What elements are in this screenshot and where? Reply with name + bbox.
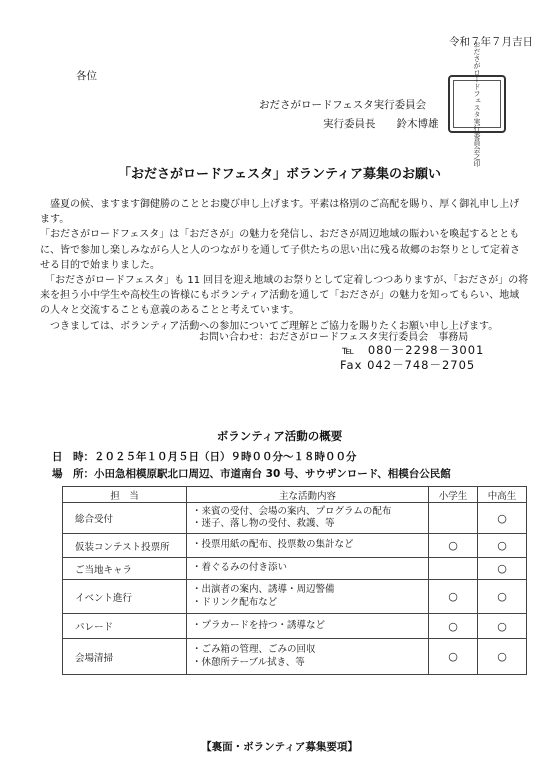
elementary-mark: ○ (429, 534, 478, 558)
activity-line: ・ごみ箱の管理、ごみの回収 (192, 644, 316, 655)
role-cell: 会場清掃 (63, 639, 187, 675)
paragraph-purpose: 「おださがロードフェスタ」は「おださが」の魅力を発信し、おださが周辺地域の賑わいを喚起するとともに、皆で参加し楽しみながら人と人のつながりを通して子供たちの思い出に残る故郷のお祭りとして定着させる目的で始まりました。 (40, 229, 520, 271)
addressee: 各位 (76, 70, 97, 82)
activity-line: ・休憩所テーブル拭き、等 (192, 656, 305, 668)
event-venue: 場 所：小田急相模原駅北口周辺、市道南台 30 号、サウザンロード、相模台公民館 (52, 468, 451, 480)
role-cell: パレード (63, 614, 187, 639)
activities-cell (187, 639, 429, 675)
document-title: 「おださがロードフェスタ」ボランティア募集のお願い (118, 167, 441, 182)
activity-line: ・着ぐるみの付き添い (192, 562, 288, 574)
activities-cell (187, 580, 429, 614)
elementary-mark (429, 558, 478, 580)
elementary-mark: ○ (429, 614, 478, 639)
official-seal-stamp (448, 41, 506, 167)
document-date: 令和７年７月吉日 (449, 36, 533, 48)
header-secondary: 中高生 (478, 487, 527, 503)
fax-number: Fax 042－748－2705 (340, 358, 476, 372)
activity-line: ・プラカードを持つ・誘導など (192, 619, 326, 631)
role-cell: イベント進行 (63, 580, 187, 614)
elementary-mark (429, 503, 478, 534)
secondary-mark: ○ (478, 558, 527, 580)
section-title: ボランティア活動の概要 (216, 429, 343, 443)
activities-table (62, 486, 527, 675)
table-row (63, 534, 527, 558)
contact-line: お問い合わせ：おださがロードフェスタ実行委員会 事務局 (199, 332, 469, 343)
telephone-number: ℡ 080－2298－3001 (342, 343, 485, 357)
secondary-mark: ○ (478, 580, 527, 614)
paragraph-greeting: 盛夏の候、ますます御健勝のこととお慶び申し上げます。平素は格別のご高配を賜り、厚く御礼申し上げます。 (40, 199, 520, 226)
table-row (63, 580, 527, 614)
table-row (63, 639, 527, 675)
activities-cell (187, 558, 429, 580)
elementary-mark: ○ (429, 639, 478, 675)
header-elementary: 小学生 (429, 487, 478, 503)
paragraph-background: 「おださがロードフェスタ」も 11 回目を迎え地域のお祭りとして定着しつつありますが、「おださが」の将来を担う小中学生や高校生の皆様にもボランティア活動を通して「おださが」の魅力を知ってもらい、地域の人々と交流することも意義のあることと考えています。 (40, 275, 529, 317)
activity-line: ・投票用紙の配布、投票数の集計など (192, 539, 354, 551)
elementary-mark: ○ (429, 580, 478, 614)
secondary-mark: ○ (478, 614, 527, 639)
paragraph-request: つきましては、ボランティア活動への参加についてご理解とご協力を賜りたくお願い申し上げます。 (40, 320, 499, 332)
activity-line: ・出演者の案内、誘導・周辺警備 (192, 584, 335, 595)
secondary-mark: ○ (478, 534, 527, 558)
header-role: 担 当 (63, 487, 187, 503)
letter-body (40, 197, 529, 334)
activity-line: ・迷子、落し物の受付、救護、等 (192, 518, 335, 529)
role-cell: 仮装コンテスト投票所 (63, 534, 187, 558)
header-activities: 主な活動内容 (187, 487, 429, 503)
activity-line: ・ドリンク配布など (192, 596, 278, 608)
organization-name: おださがロードフェスタ実行委員会 (259, 99, 427, 111)
activities-cell (187, 503, 429, 534)
secondary-mark: ○ (478, 639, 527, 675)
chairperson-name: 実行委員長 鈴木博雄 (323, 118, 439, 130)
secondary-mark: ○ (478, 503, 527, 534)
table-row (63, 558, 527, 580)
table-header-row (63, 487, 527, 503)
table-row (63, 503, 527, 534)
activity-line: ・来賓の受付、会場の案内、プログラムの配布 (192, 505, 392, 517)
role-cell: 総合受付 (63, 503, 187, 534)
event-schedule: 日 時：２０２５年１０月５日（日）９時００分～１８時００分 (52, 451, 357, 463)
footer-note: 【裏面・ボランティア募集要項】 (201, 741, 358, 753)
seal-inner: おださがロードフェスタ実行委員会之印 (453, 80, 501, 128)
role-cell: ご当地キャラ (63, 558, 187, 580)
activities-cell (187, 534, 429, 558)
table-row (63, 614, 527, 639)
activities-cell (187, 614, 429, 639)
